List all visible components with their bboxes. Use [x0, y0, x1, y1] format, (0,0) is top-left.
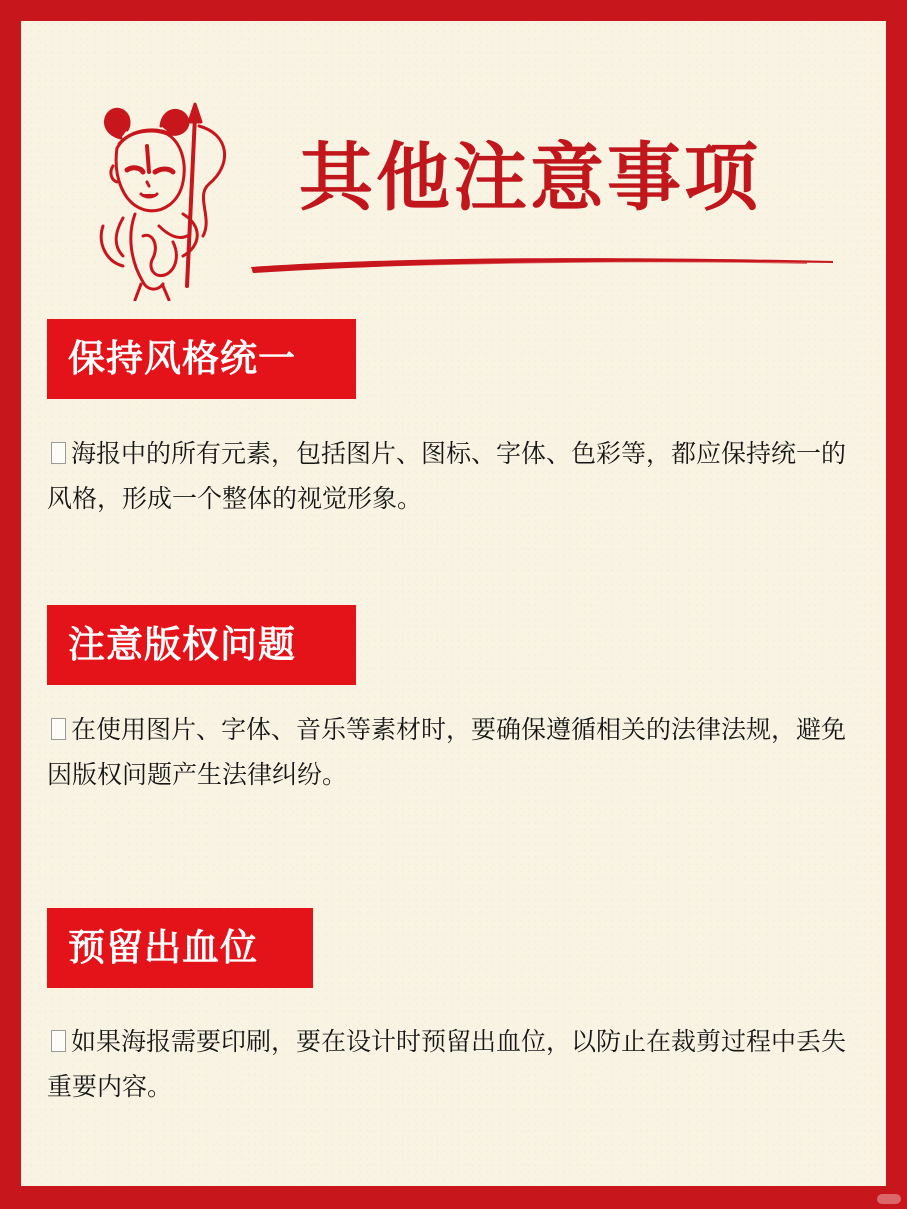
title-underline-brushstroke: [247, 245, 837, 285]
section-body-style: [47, 431, 867, 521]
mascot-illustration: [83, 86, 243, 301]
page-title: 其他注意事项: [299, 135, 761, 221]
section-body-bleed-text: 如果海报需要印刷，要在设计时预留出血位，以防止在裁剪过程中丢失重要内容。: [47, 1027, 847, 1101]
section-heading-copyright: 注意版权问题: [47, 605, 356, 685]
section-body-bleed: [47, 1019, 867, 1109]
poster-background: [21, 21, 886, 1186]
section-heading-bleed: 预留出血位: [47, 908, 313, 988]
bullet-icon: [51, 442, 66, 464]
bullet-icon: [51, 718, 66, 740]
section-body-style-text: 海报中的所有元素，包括图片、图标、字体、色彩等，都应保持统一的风格，形成一个整体的视觉形象。: [47, 439, 847, 513]
bullet-icon: [51, 1030, 66, 1052]
watermark-badge: [877, 1194, 901, 1204]
section-body-copyright-text: 在使用图片、字体、音乐等素材时，要确保遵循相关的法律法规，避免因版权问题产生法律纠纷。: [47, 715, 847, 789]
section-body-copyright: [47, 707, 867, 797]
section-heading-style: 保持风格统一: [47, 319, 356, 399]
